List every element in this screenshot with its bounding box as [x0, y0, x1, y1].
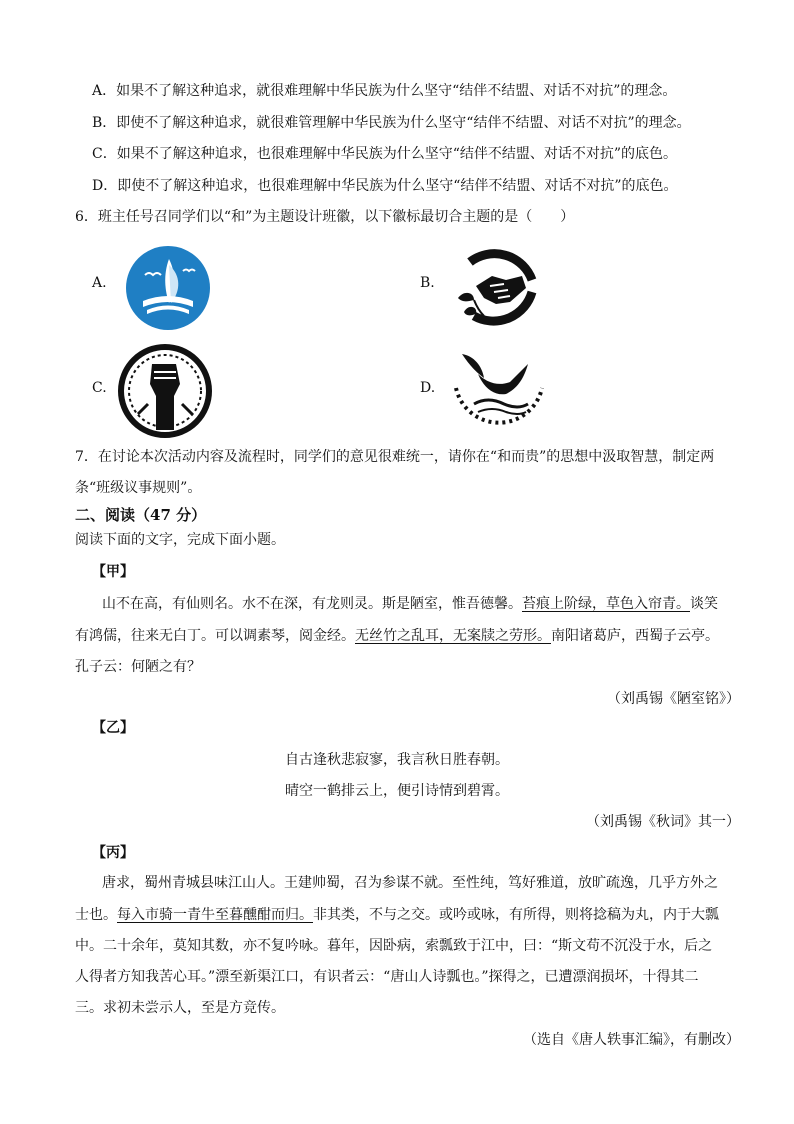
swan-book-logo-icon [125, 245, 211, 331]
poem-line-2: 晴空一鹤排云上，便引诗情到碧霄。 [285, 783, 509, 799]
q5-option-a: A．如果不了解这种追求，就很难理解中华民族为什么坚守“结伴不结盟、对话不对抗”的理念。 [92, 83, 677, 99]
passage-bing-source: （选自《唐人轶事汇编》，有删改） [523, 1032, 740, 1048]
passage-bing-line-2: 士也。每入市骑一青牛至暮醺酣而归。非其类，不与之交。或吟或咏，有所得，则将捻稿为丸，内于大瓢 [75, 907, 719, 923]
q6-label-d: D. [420, 380, 436, 396]
passage-bing-line-4: 人得者方知我苦心耳。”漂至新渠江口，有识者云：“唐山人诗瓢也。”探得之，已遭漂润损坏，十得其二 [75, 969, 699, 985]
passage-jia-label: 【甲】 [92, 564, 134, 580]
underlined-sentence: 每入市骑一青牛至暮醺酣而归。 [117, 907, 313, 923]
q5-option-d: D．即使不了解这种追求，也很难理解中华民族为什么坚守“结伴不结盟、对话不对抗”的底色。 [92, 178, 678, 194]
handshake-logo-icon [444, 240, 544, 332]
passage-bing-line-5: 三。求初未尝示人，至是方竞传。 [75, 1000, 285, 1016]
q6-stem: 6．班主任号召同学们以“和”为主题设计班徽，以下徽标最切合主题的是（ ） [75, 209, 575, 225]
section-heading: 二、阅读（47 分） [75, 506, 207, 524]
q7-line-1: 7．在讨论本次活动内容及流程时，同学们的意见很难统一，请你在“和而贵”的思想中汲取智慧，制定两 [75, 449, 715, 465]
passage-jia-line-2: 有鸿儒，往来无白丁。可以调素琴，阅金经。无丝竹之乱耳，无案牍之劳形。南阳诸葛庐，西蜀子云亭。 [75, 628, 719, 644]
passage-bing-line-3: 中。二十余年，莫知其数，亦不复吟咏。暮年，因卧病，索瓢致于江中，曰：“斯文苟不沉没于水，后之 [75, 938, 713, 954]
passage-jia-line-3: 孔子云：何陋之有？ [75, 659, 201, 675]
underlined-sentence: 无丝竹之乱耳，无案牍之劳形。 [355, 628, 551, 644]
q5-option-b: B．即使不了解这种追求，就很难管理解中华民族为什么坚守“结伴不结盟、对话不对抗”的理念。 [92, 115, 691, 131]
underlined-sentence: 苔痕上阶绿，草色入帘青。 [522, 596, 690, 612]
passage-yi-label: 【乙】 [92, 720, 134, 736]
poem-line-1: 自古逢秋悲寂寥，我言秋日胜春朝。 [285, 752, 509, 768]
raised-fist-logo-icon [118, 344, 212, 438]
passage-jia-line-1: 山不在高，有仙则名。水不在深，有龙则灵。斯是陋室，惟吾德馨。苔痕上阶绿，草色入帘青。谈笑 [102, 596, 718, 612]
bird-waves-logo-icon [448, 344, 548, 436]
q6-label-c: C. [92, 380, 107, 396]
passage-bing-line-1: 唐求，蜀州青城县味江山人。王建帅蜀，召为参谋不就。至性纯，笃好雅道，放旷疏逸，几乎方外之 [102, 875, 718, 891]
q5-option-c: C．如果不了解这种追求，也很难理解中华民族为什么坚守“结伴不结盟、对话不对抗”的底色。 [92, 146, 678, 162]
passage-jia-source: （刘禹锡《陋室铭》） [607, 691, 740, 707]
passage-bing-label: 【丙】 [92, 845, 134, 861]
section-instruction: 阅读下面的文字，完成下面小题。 [75, 532, 285, 548]
q7-line-2: 条“班级议事规则”。 [75, 480, 202, 496]
q6-label-a: A. [92, 275, 107, 291]
q6-label-b: B. [420, 275, 435, 291]
passage-yi-source: （刘禹锡《秋词》其一） [586, 814, 740, 830]
